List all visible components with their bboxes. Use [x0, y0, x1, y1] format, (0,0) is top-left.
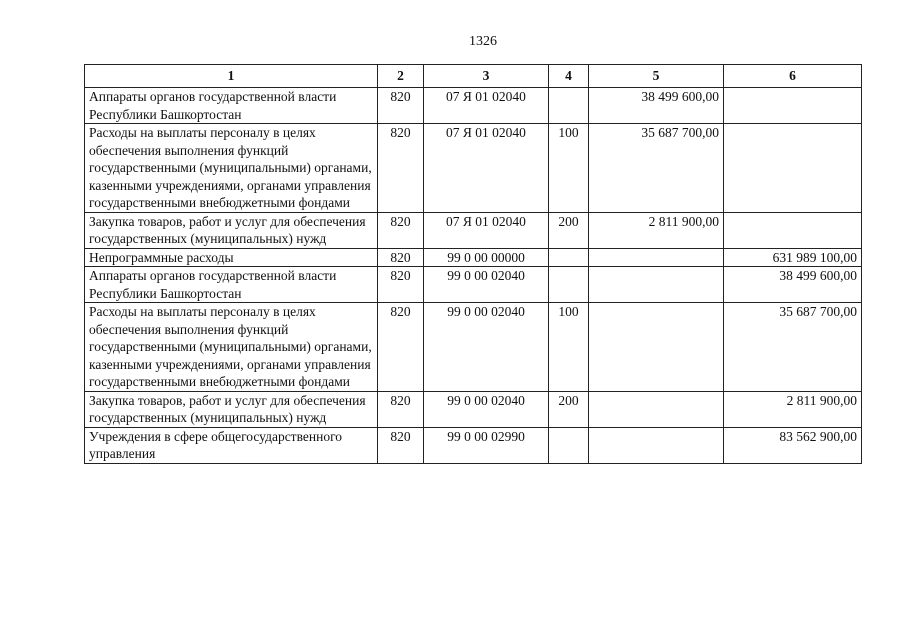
row-ministry-code: 820 — [378, 248, 424, 267]
column-header: 1 — [85, 65, 378, 88]
table-row — [85, 427, 862, 463]
row-target-article: 99 0 00 02990 — [424, 427, 549, 463]
row-amount-5: 2 811 900,00 — [589, 212, 724, 248]
row-amount-6: 38 499 600,00 — [724, 267, 862, 303]
row-amount-5: 35 687 700,00 — [589, 124, 724, 213]
column-header: 6 — [724, 65, 862, 88]
row-ministry-code: 820 — [378, 212, 424, 248]
row-ministry-code: 820 — [378, 88, 424, 124]
column-header: 3 — [424, 65, 549, 88]
row-amount-5: 38 499 600,00 — [589, 88, 724, 124]
row-amount-6: 83 562 900,00 — [724, 427, 862, 463]
row-target-article: 99 0 00 00000 — [424, 248, 549, 267]
budget-table — [84, 64, 862, 464]
row-name: Аппараты органов государственной власти Республики Башкортостан — [85, 88, 378, 124]
row-amount-5 — [589, 427, 724, 463]
table-row — [85, 212, 862, 248]
row-target-article: 99 0 00 02040 — [424, 391, 549, 427]
row-expense-type — [549, 267, 589, 303]
column-header: 5 — [589, 65, 724, 88]
row-expense-type — [549, 427, 589, 463]
table-row — [85, 391, 862, 427]
row-ministry-code: 820 — [378, 427, 424, 463]
table-row — [85, 88, 862, 124]
row-target-article: 07 Я 01 02040 — [424, 124, 549, 213]
row-amount-5 — [589, 391, 724, 427]
row-ministry-code: 820 — [378, 391, 424, 427]
row-expense-type: 100 — [549, 124, 589, 213]
row-ministry-code: 820 — [378, 303, 424, 392]
row-name: Расходы на выплаты персоналу в целях обеспечения выполнения функций государственными (муниципальными) органами, казенными учреждениями, органами управления государственными внебюджетными фондами — [85, 303, 378, 392]
row-name: Закупка товаров, работ и услуг для обеспечения государственных (муниципальных) нужд — [85, 391, 378, 427]
row-name: Учреждения в сфере общегосударственного управления — [85, 427, 378, 463]
table-row — [85, 248, 862, 267]
row-expense-type — [549, 248, 589, 267]
row-amount-5 — [589, 267, 724, 303]
row-target-article: 99 0 00 02040 — [424, 267, 549, 303]
row-amount-6: 35 687 700,00 — [724, 303, 862, 392]
row-name: Аппараты органов государственной власти Республики Башкортостан — [85, 267, 378, 303]
row-target-article: 07 Я 01 02040 — [424, 88, 549, 124]
row-amount-6: 631 989 100,00 — [724, 248, 862, 267]
table-header-row — [85, 65, 862, 88]
row-name: Закупка товаров, работ и услуг для обеспечения государственных (муниципальных) нужд — [85, 212, 378, 248]
table-row — [85, 303, 862, 392]
row-name: Расходы на выплаты персоналу в целях обеспечения выполнения функций государственными (муниципальными) органами, казенными учреждениями, органами управления государственными внебюджетными фондами — [85, 124, 378, 213]
row-expense-type: 100 — [549, 303, 589, 392]
row-ministry-code: 820 — [378, 124, 424, 213]
table-row — [85, 124, 862, 213]
column-header: 2 — [378, 65, 424, 88]
row-target-article: 99 0 00 02040 — [424, 303, 549, 392]
row-target-article: 07 Я 01 02040 — [424, 212, 549, 248]
row-amount-6 — [724, 212, 862, 248]
table-row — [85, 267, 862, 303]
page-number: 1326 — [469, 34, 497, 49]
row-amount-6 — [724, 124, 862, 213]
column-header: 4 — [549, 65, 589, 88]
row-amount-5 — [589, 303, 724, 392]
row-expense-type: 200 — [549, 391, 589, 427]
row-amount-6: 2 811 900,00 — [724, 391, 862, 427]
row-expense-type — [549, 88, 589, 124]
row-expense-type: 200 — [549, 212, 589, 248]
row-amount-6 — [724, 88, 862, 124]
row-amount-5 — [589, 248, 724, 267]
row-ministry-code: 820 — [378, 267, 424, 303]
row-name: Непрограммные расходы — [85, 248, 378, 267]
